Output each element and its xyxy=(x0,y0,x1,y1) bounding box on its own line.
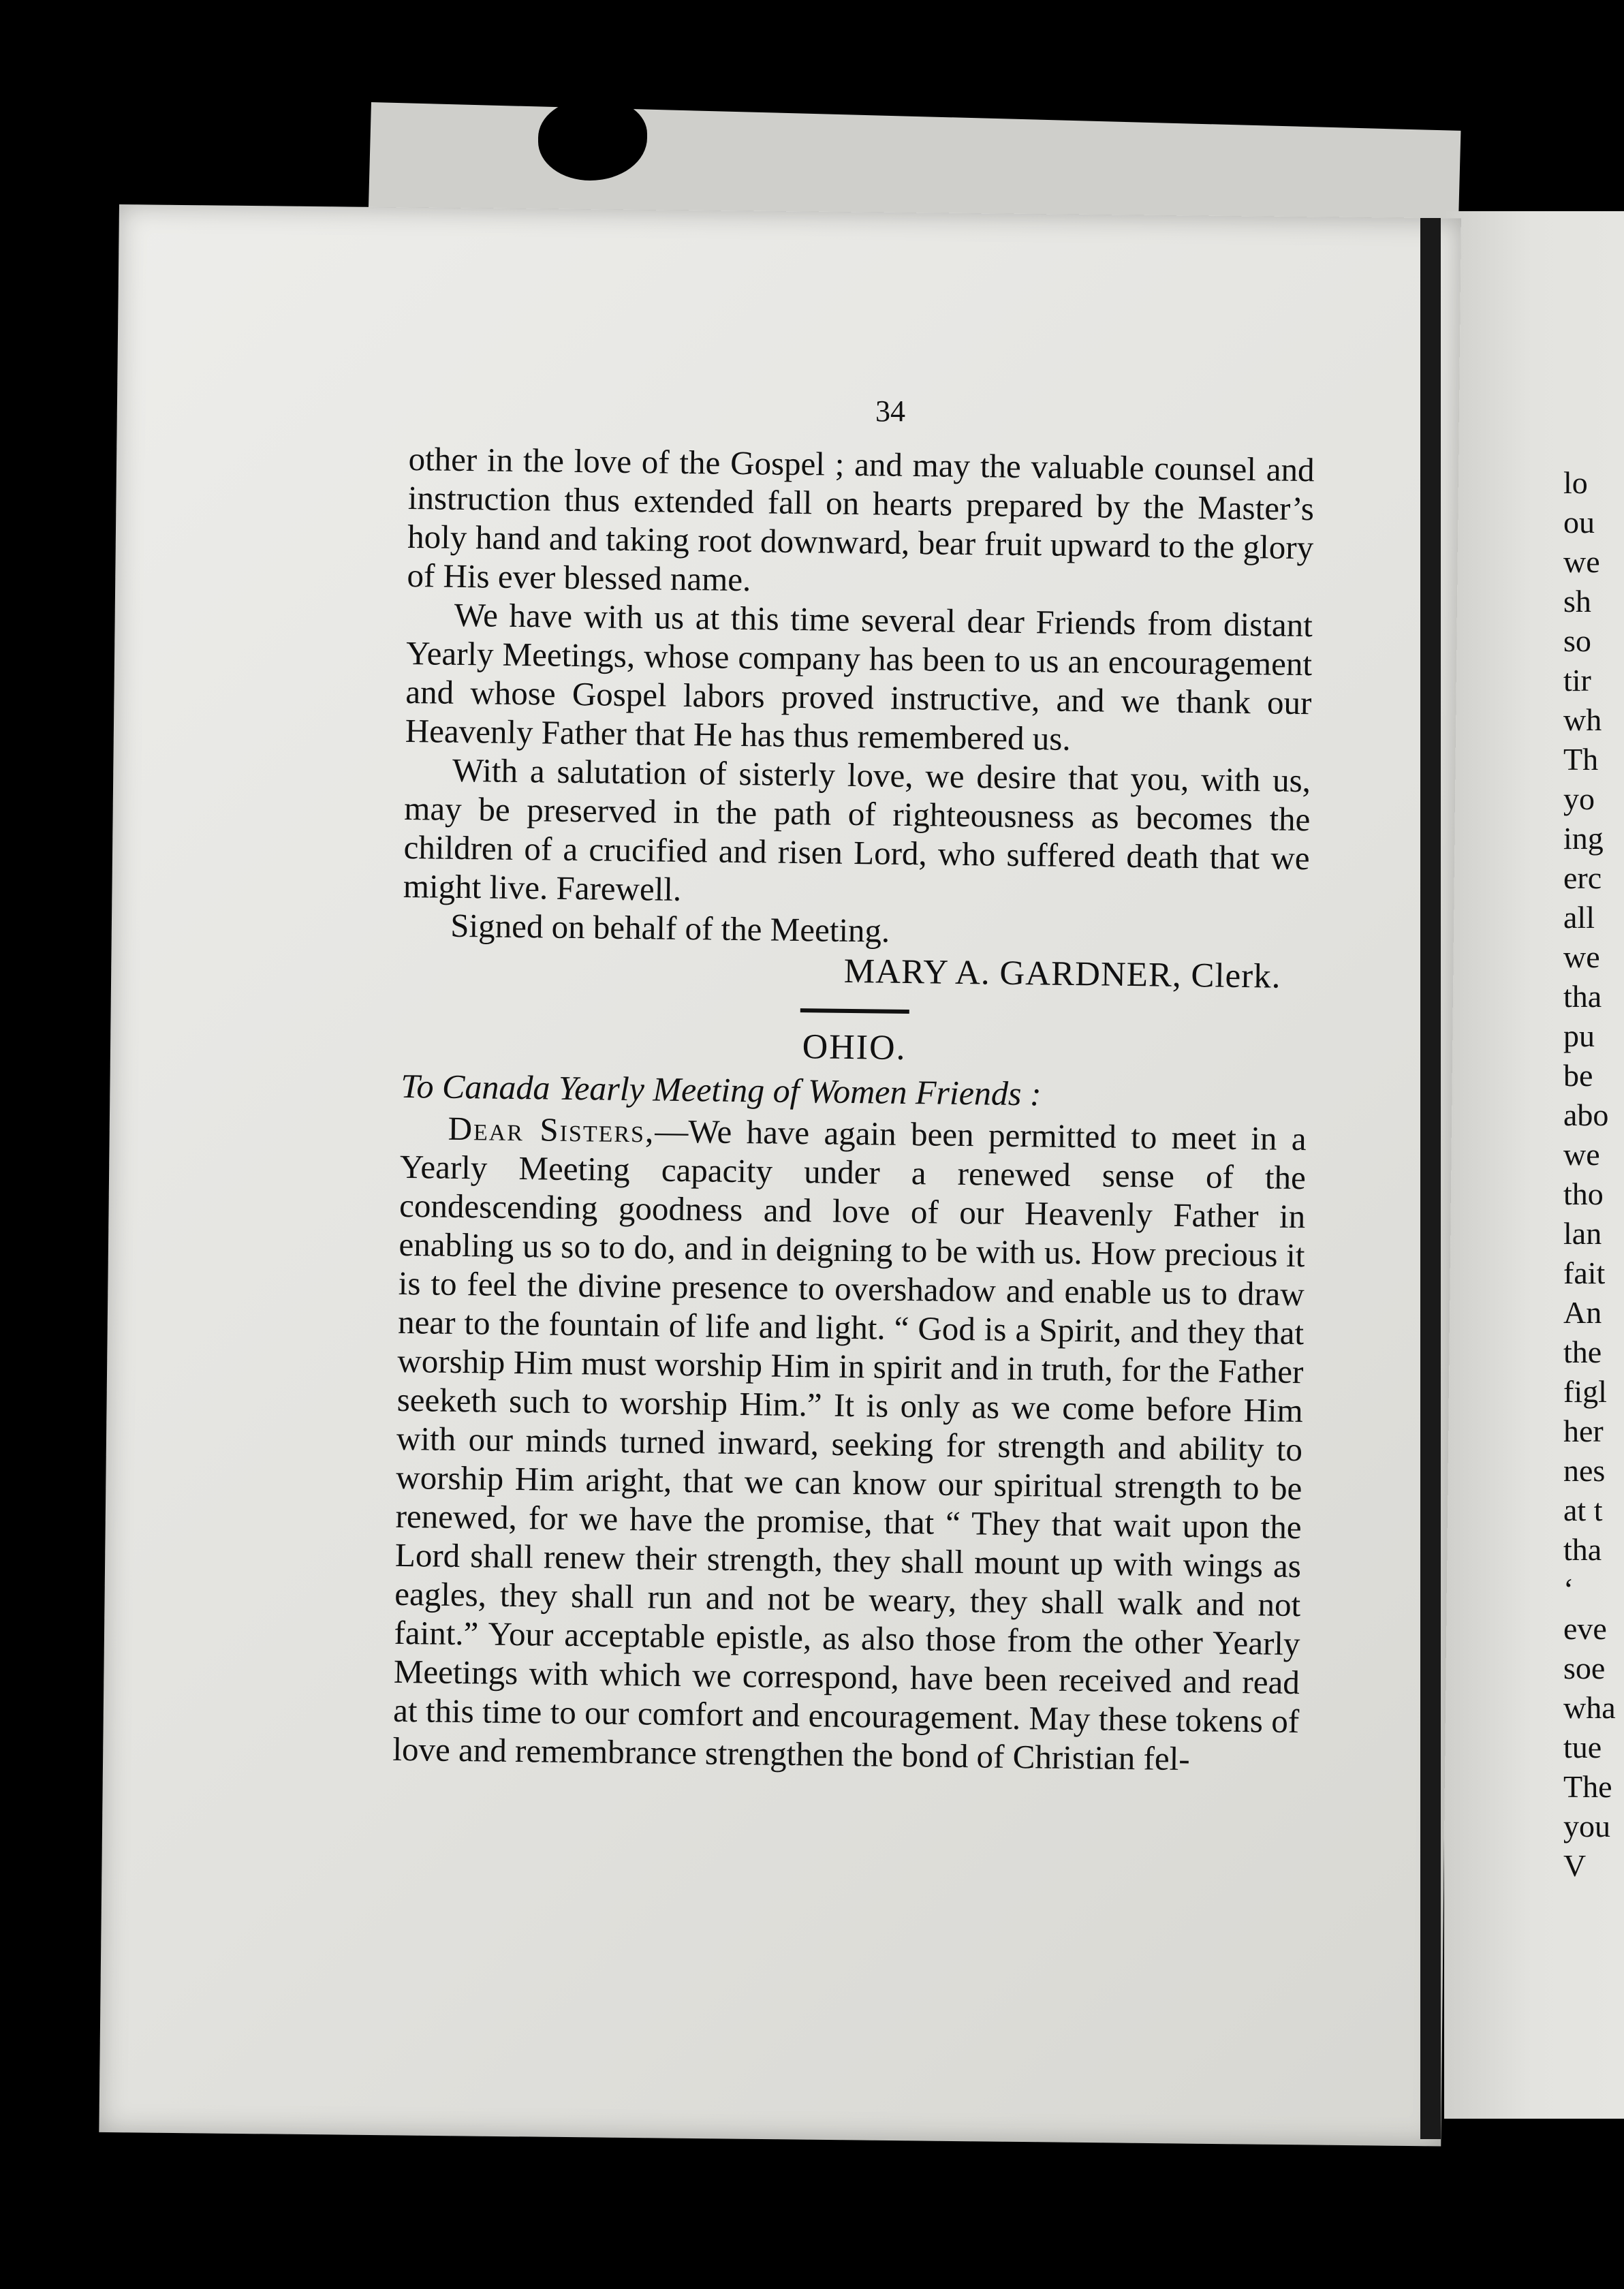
section-divider xyxy=(800,1008,909,1014)
facing-fragment: we xyxy=(1563,544,1600,579)
facing-fragment: lo xyxy=(1563,465,1588,500)
facing-fragment: yo xyxy=(1563,781,1595,816)
facing-fragment: soe xyxy=(1563,1651,1606,1685)
facing-fragment: abo xyxy=(1563,1097,1609,1132)
facing-fragment: tha xyxy=(1563,1532,1602,1567)
facing-fragment: ‘ xyxy=(1563,1572,1574,1606)
facing-fragment: lan xyxy=(1563,1216,1602,1251)
facing-fragment: nes xyxy=(1563,1453,1606,1488)
facing-fragment: eve xyxy=(1563,1611,1607,1646)
page-gutter-shadow xyxy=(1420,218,1441,2139)
facing-fragment: the xyxy=(1563,1335,1602,1369)
facing-fragment: we xyxy=(1563,1137,1600,1172)
section-heading: OHIO. xyxy=(802,1027,907,1068)
paragraph-salutation: With a salutation of sisterly love, we desire that you, with us, may be preserved in the path of righteousness as becomes the children of a crucified and risen Lord, who suffered death that we might live. Farewell. xyxy=(403,751,1311,908)
facing-fragment: ing xyxy=(1563,821,1604,856)
facing-fragment: tir xyxy=(1563,663,1591,698)
facing-fragment: wh xyxy=(1563,702,1602,737)
page-number: 34 xyxy=(875,394,905,428)
facing-fragment: figl xyxy=(1563,1374,1607,1409)
facing-fragment: pu xyxy=(1563,1018,1595,1053)
facing-fragment: wha xyxy=(1563,1690,1616,1725)
facing-page-text xyxy=(1563,463,1624,1886)
facing-fragment: her xyxy=(1563,1414,1604,1448)
facing-fragment: fait xyxy=(1563,1256,1606,1290)
facing-fragment: An xyxy=(1563,1295,1602,1330)
facing-fragment: ou xyxy=(1563,505,1595,540)
letter-body xyxy=(392,1108,1307,1779)
letter-address: To Canada Yearly Meeting of Women Friends : xyxy=(401,1066,1042,1113)
paragraph-friends: We have with us at this time several dear Friends from distant Yearly Meetings, whose company has been to us an encouragement and whose Gospel labors proved instructive, and we thank our Heavenly Father that He has thus remembered us. xyxy=(405,595,1313,758)
facing-fragment: we xyxy=(1563,939,1600,974)
facing-fragment: Th xyxy=(1563,742,1599,777)
letter-opening: Dear Sisters, xyxy=(448,1109,655,1150)
clerk-signature: MARY A. GARDNER, Clerk. xyxy=(843,952,1281,996)
facing-fragment: tho xyxy=(1563,1177,1604,1211)
facing-fragment: erc xyxy=(1563,860,1602,895)
facing-fragment: sh xyxy=(1563,584,1591,619)
facing-fragment: The xyxy=(1563,1769,1612,1804)
paragraph-continuation: other in the love of the Gospel ; and may the valuable counsel and instruction thus extended fall on hearts prepared by the Master’s holy hand and taking root downward, bear fruit upward to the glory of His ever blessed name. xyxy=(407,439,1315,599)
paragraph-signed: Signed on behalf of the Meeting. xyxy=(450,906,890,950)
facing-fragment: so xyxy=(1563,623,1591,658)
facing-fragment: V xyxy=(1563,1848,1587,1883)
facing-fragment: be xyxy=(1563,1058,1593,1093)
facing-fragment: you xyxy=(1563,1809,1610,1843)
facing-fragment: tha xyxy=(1563,979,1602,1014)
facing-fragment: all xyxy=(1563,900,1595,935)
letter-body-text: —We have again been permitted to meet in a Yearly Meeting capacity under a renewed sense of the condescending goodness and love of our Heavenly Father in enabling us so to do, and in deigning to be with us. How precious it is to feel the divine presence to overshadow and enable us to draw near to the fountain of life and light. “ God is a Spirit, and they that worship Him must worship Him in spirit and in truth, for the Father seeketh such to worship Him.” It is only as we come before Him with our minds turned inward, seeking for strength and ability to worship Him aright, that we can know our spiritual strength to be renewed, for we have the promise, that “ They that wait upon the Lord shall renew their strength, they shall mount up with wings as eagles, they shall run and not be weary, they shall walk and not faint.” Your acceptable epistle, as also those from the other Yearly Meetings with which we correspond, have been received and read at this time to our comfort and encouragement. May these tokens of love and remembrance strengthen the bond of Christian fel- xyxy=(392,1112,1307,1778)
facing-fragment: at t xyxy=(1563,1493,1603,1527)
page-body xyxy=(392,439,1315,1779)
facing-fragment: tue xyxy=(1563,1730,1602,1764)
